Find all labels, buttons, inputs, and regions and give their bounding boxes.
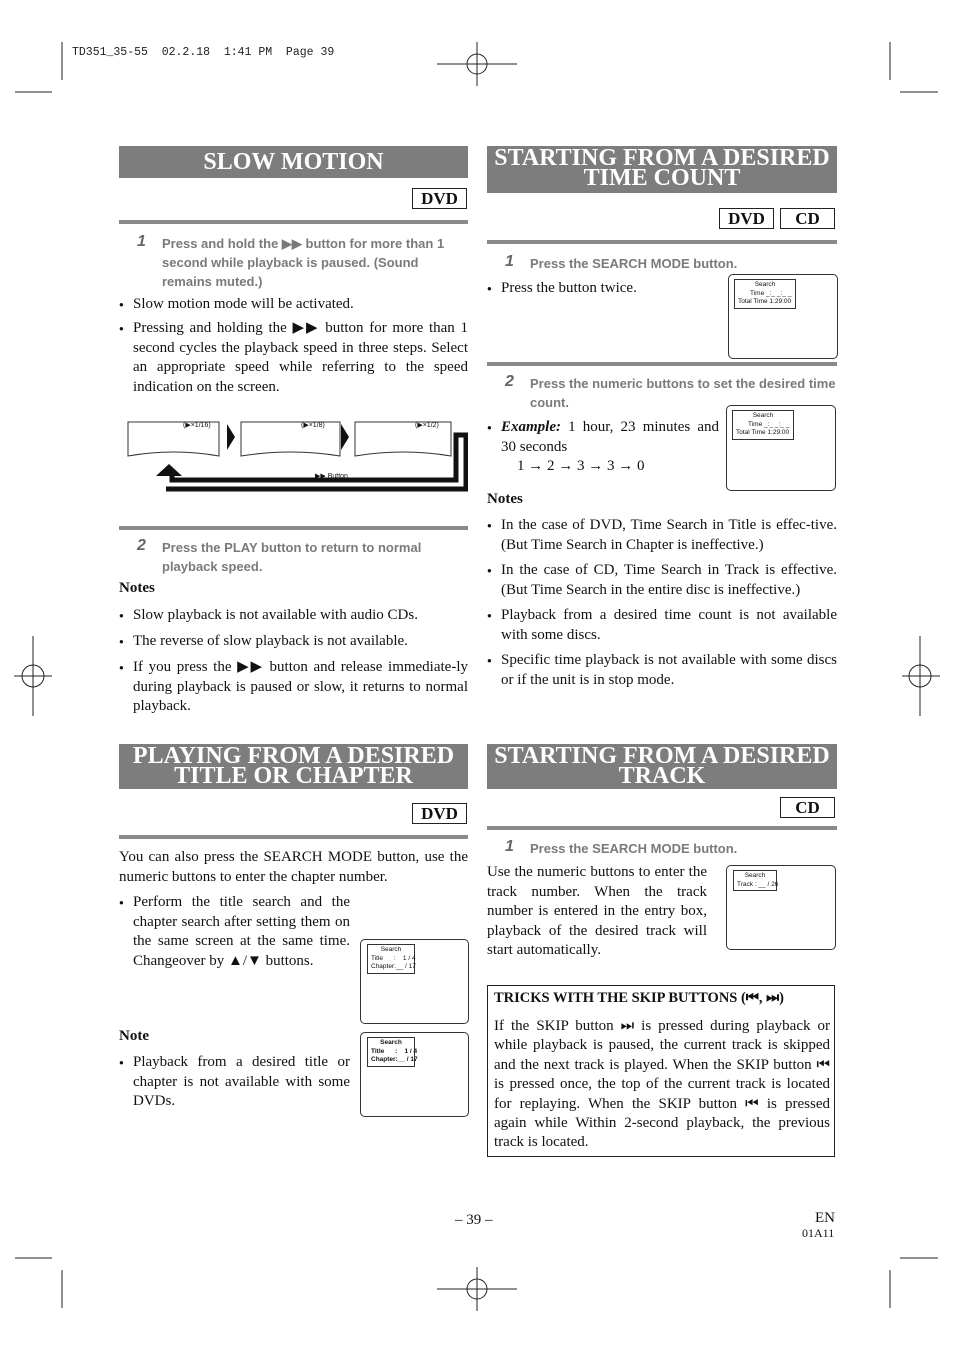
bullet-item: ● Pressing and holding the ▶▶ button for more than 1 second cycles the playback speed in three steps. Select an appropriate speed while referring to the speed indication on the screen.	[119, 319, 468, 397]
title-chapter-title-line2: TITLE OR CHAPTER	[174, 763, 413, 789]
page-number: – 39 –	[455, 1212, 493, 1228]
step-number: 1	[137, 233, 146, 250]
osd-box	[734, 279, 796, 309]
osd-line: Search	[380, 1039, 402, 1046]
speed-label-3: (▶×1/2)	[415, 422, 439, 429]
tv-screen	[360, 1032, 469, 1117]
title-chapter-heading	[119, 744, 468, 789]
note-item: ● Playback from a desired time count is not available with some discs.	[487, 606, 837, 645]
osd-box	[367, 1037, 418, 1067]
track-text: Use the numeric buttons to enter the track number. When the track number is entered in the entry box, playback of the desired track will start automatically.	[487, 864, 707, 958]
bullet-item: ● Perform the title search and the chapter search after setting them on the same screen at the same time. Changeover by ▲/▼ buttons.	[119, 893, 350, 971]
step-number: 2	[137, 537, 146, 554]
button-label: ▶▶ Button	[315, 473, 348, 480]
note-item: ● Slow playback is not available with audio CDs.	[119, 606, 468, 626]
section-divider	[119, 835, 468, 839]
slow-motion-heading	[119, 146, 468, 178]
step-text: Press the SEARCH MODE button.	[530, 256, 738, 271]
step-1	[505, 253, 836, 273]
osd-line: Title : 1 / 4	[371, 1047, 418, 1055]
osd-box	[733, 870, 777, 891]
osd-line: Time _:_ _:_ _	[748, 420, 790, 428]
step-1	[137, 233, 468, 291]
section-divider	[487, 240, 837, 244]
example-sequence: 1 → 2 → 3 → 3 → 0	[517, 458, 645, 474]
osd-line: Total Time 1:29:00	[736, 429, 790, 436]
title-chapter-title-line1: PLAYING FROM A DESIRED	[132, 743, 455, 769]
note-item: ● In the case of CD, Time Search in Track is effective. (But Time Search in the entire disc is ineffective.)	[487, 561, 837, 600]
osd-line: Track : __ / 26	[737, 880, 779, 888]
document-code: 01A11	[802, 1226, 835, 1240]
osd-line: Time _:_ _:_ _	[750, 289, 792, 297]
section-divider	[487, 826, 837, 830]
step-number: 1	[505, 253, 514, 270]
time-count-title-line1: STARTING FROM A DESIRED	[494, 145, 830, 171]
section-divider	[487, 362, 837, 366]
step-text: Press the numeric buttons to set the desired time count.	[530, 376, 836, 410]
osd-line: Search	[754, 281, 776, 288]
osd-line: Title : 1 / 4	[371, 954, 416, 962]
bullet-item: ● Press the button twice.	[487, 279, 711, 299]
speed-label-2: (▶×1/8)	[301, 422, 325, 429]
cd-badge: CD	[780, 208, 835, 229]
step-text: Press the SEARCH MODE button.	[530, 841, 738, 856]
tv-screen	[360, 939, 469, 1024]
intro-text: You can also press the SEARCH MODE button, use the numeric buttons to enter the chapter number.	[119, 849, 468, 885]
section-divider	[119, 220, 468, 224]
note-item: ● The reverse of slow playback is not available.	[119, 632, 468, 652]
tv-screen	[728, 274, 838, 359]
notes-title: Notes	[487, 491, 523, 507]
track-title-line1: STARTING FROM A DESIRED	[494, 743, 830, 769]
track-heading	[487, 744, 837, 789]
osd-line: Search	[744, 872, 766, 879]
note-item: ● In the case of DVD, Time Search in Title is effec-tive. (But Time Search in Chapter is ineffective.)	[487, 516, 837, 555]
print-header: TD351_35-55 02.2.18 1:41 PM Page 39	[72, 46, 335, 59]
notes-title: Notes	[119, 580, 155, 596]
tv-screen	[726, 865, 836, 950]
tricks-box	[487, 985, 835, 1157]
step-1	[505, 838, 836, 858]
osd-line: Chapter:__ / 17	[371, 1056, 418, 1063]
step-2	[137, 537, 468, 576]
dvd-badge: DVD	[719, 208, 774, 229]
osd-line: Search	[752, 412, 774, 419]
step-text: Press the PLAY button to return to normal playback speed.	[162, 540, 422, 574]
tricks-text: If the SKIP button ⏭ is pressed during playback or while playback is paused, the current track is skipped and the next track is played. When the SKIP button ⏮ is pressed once, the top of the current track is located for replaying. When the SKIP button ⏮ is pressed again while Within 2-second playback, the previous track is located.	[494, 1018, 830, 1151]
step-number: 1	[505, 838, 514, 855]
note-item: ● If you press the ▶▶ button and release immediate-ly during playback is paused or slow, it returns to normal playback.	[119, 658, 468, 717]
osd-line: Search	[380, 946, 402, 953]
bullet-item: ● Slow motion mode will be activated.	[119, 295, 468, 315]
example-text: 1 hour, 23 minutes and 30 seconds	[501, 419, 719, 455]
track-title-line2: TRACK	[618, 763, 706, 789]
time-count-title-line2: TIME COUNT	[583, 165, 741, 191]
slow-speed-diagram	[119, 418, 468, 494]
example-label: Example:	[501, 419, 561, 435]
dvd-badge: DVD	[412, 803, 467, 824]
language-code: EN	[815, 1210, 835, 1226]
dvd-badge: DVD	[412, 188, 467, 209]
section-divider	[119, 526, 468, 530]
note-item: ● Specific time playback is not available with some discs or if the unit is in stop mode.	[487, 651, 837, 690]
step-text: Press and hold the ▶▶ button for more than 1 second while playback is paused. (Sound remains muted.)	[162, 236, 445, 289]
osd-box	[732, 410, 794, 440]
slow-motion-title: SLOW MOTION	[203, 149, 384, 175]
example-item	[487, 418, 719, 457]
speed-cycle-diagram	[119, 418, 468, 494]
step-number: 2	[505, 373, 514, 390]
tricks-title: TRICKS WITH THE SKIP BUTTONS (⏮, ⏭)	[494, 990, 785, 1006]
cd-badge: CD	[780, 797, 835, 818]
time-count-heading	[487, 146, 837, 193]
note-title: Note	[119, 1028, 149, 1044]
osd-box	[367, 944, 415, 974]
osd-line: Total Time 1:29:00	[738, 298, 792, 305]
osd-line: Chapter:__ / 17	[371, 963, 416, 970]
note-item: ● Playback from a desired title or chapter is not available with some DVDs.	[119, 1053, 350, 1112]
tv-screen	[726, 405, 836, 491]
speed-label-1: (▶×1/16)	[183, 422, 211, 429]
